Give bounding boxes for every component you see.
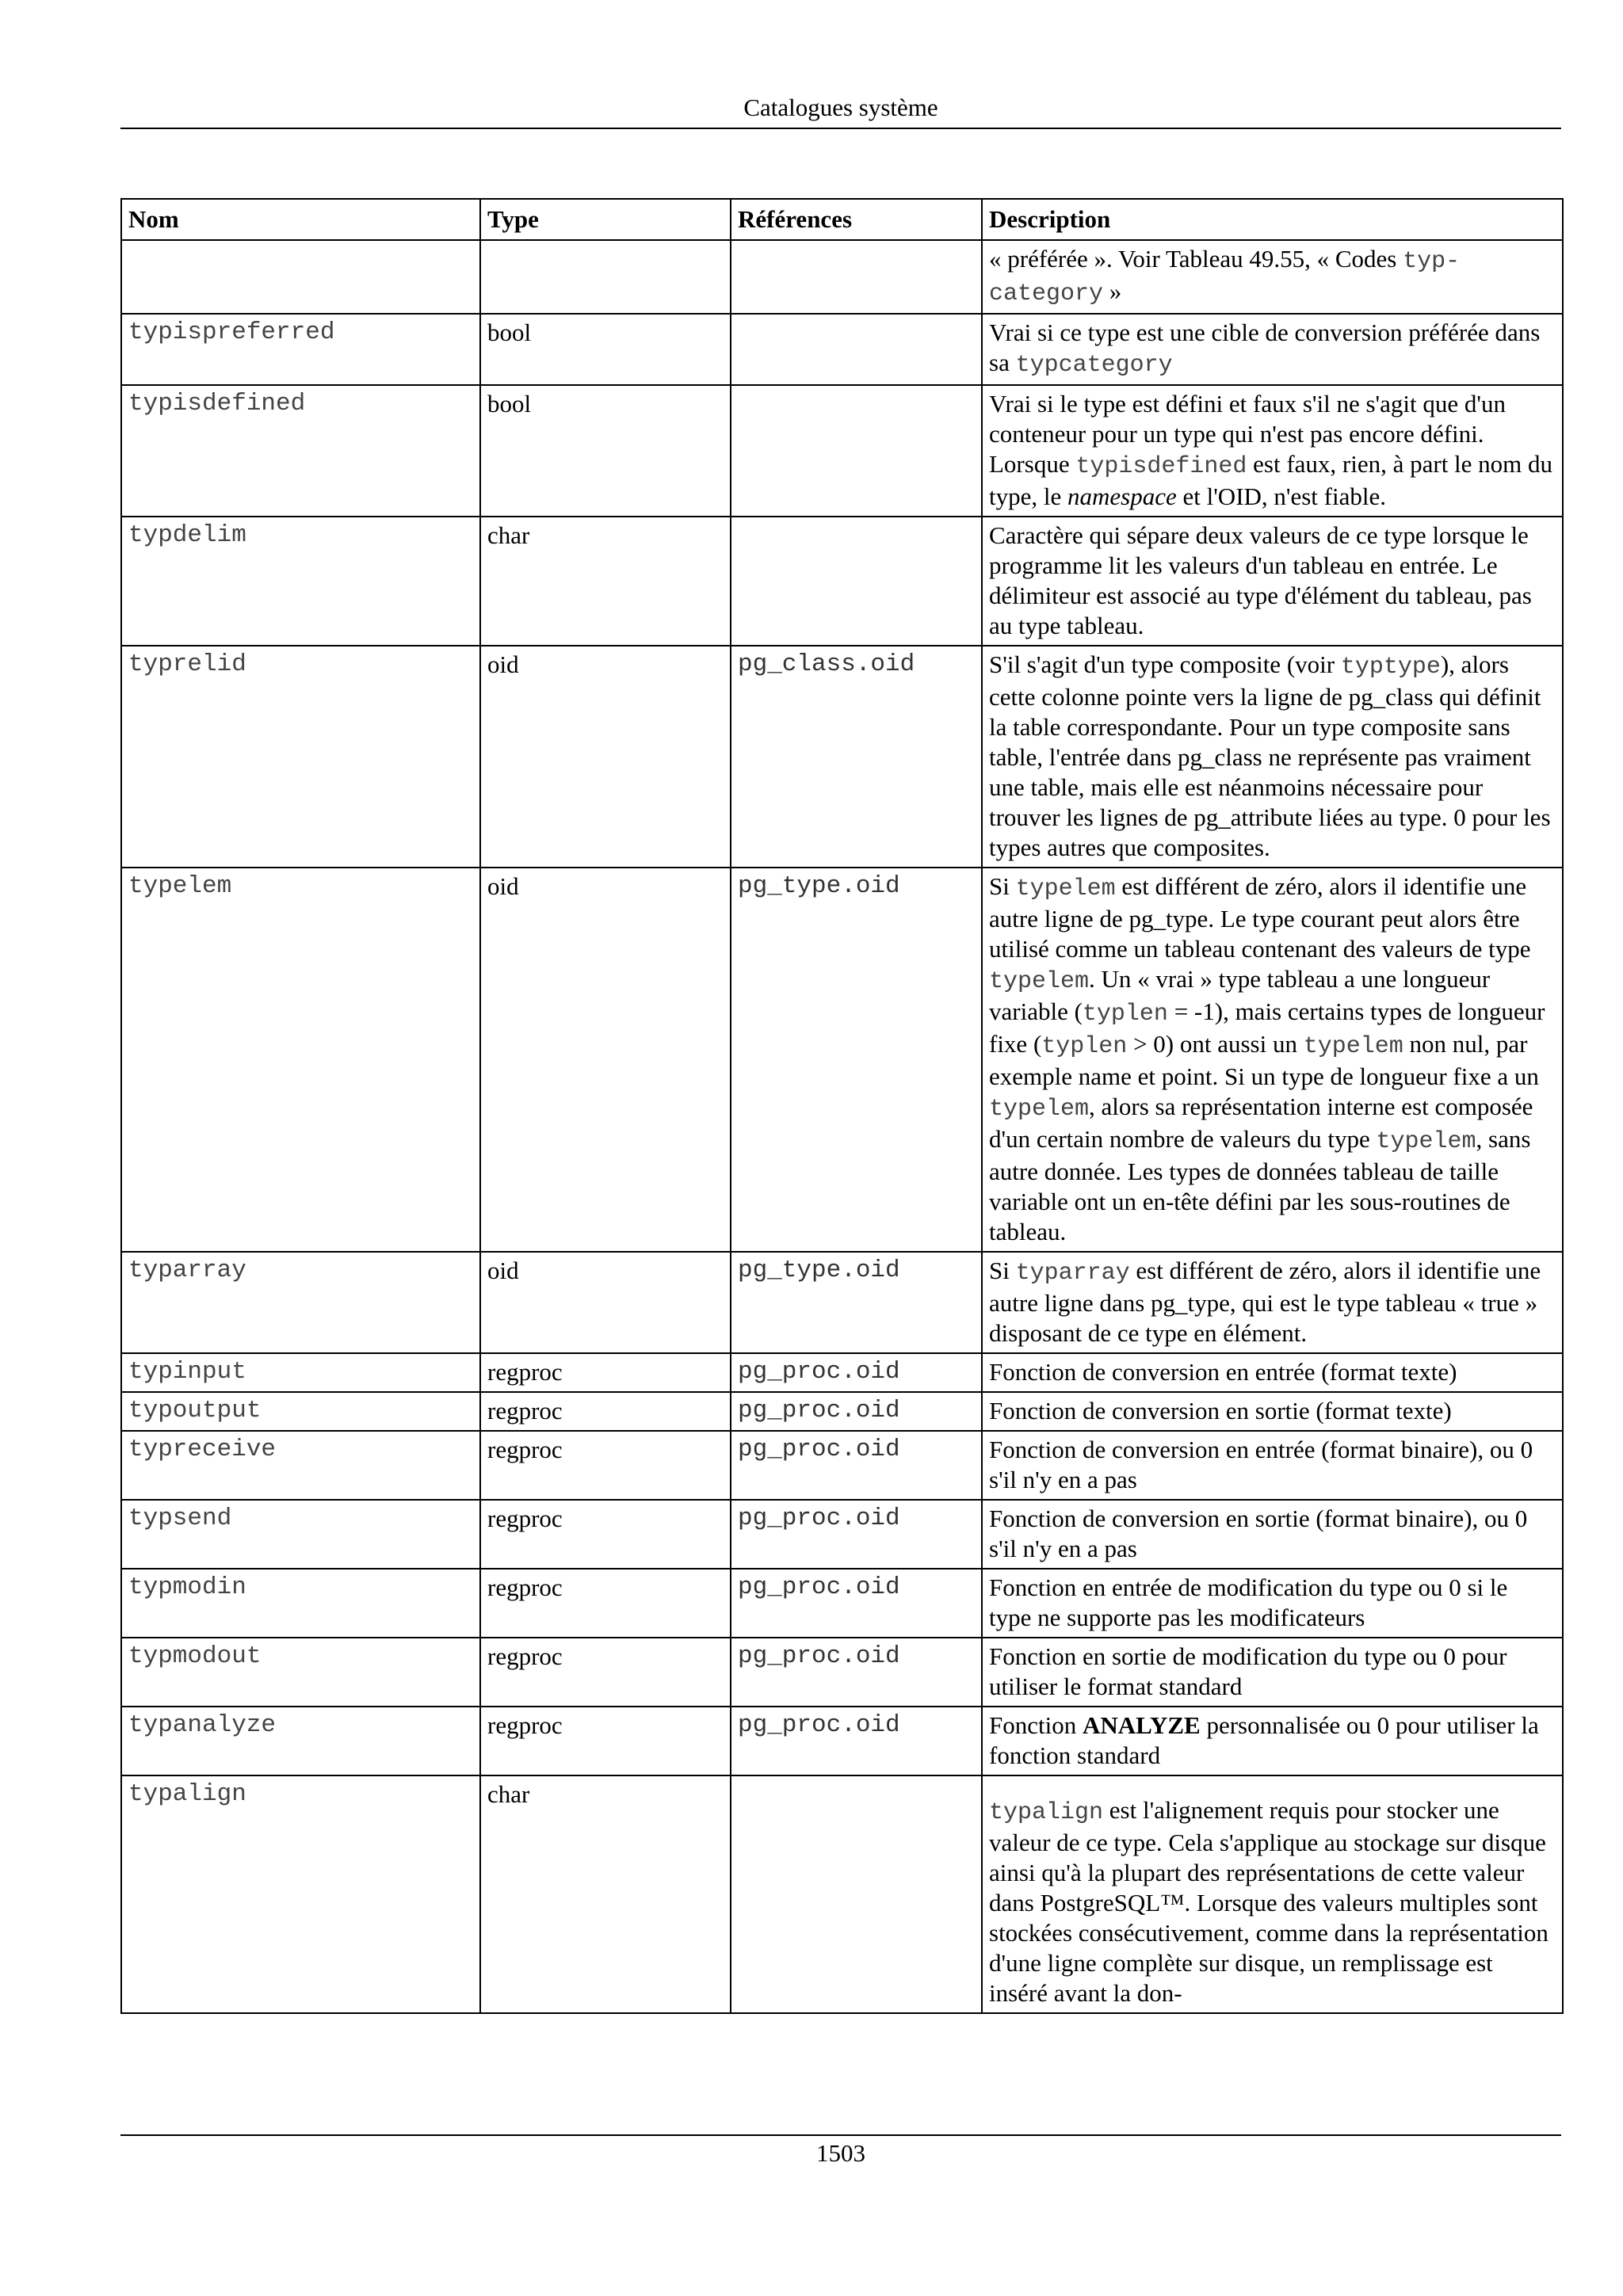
cell-ref	[731, 314, 982, 385]
desc-code: typelem	[1015, 875, 1116, 902]
cell-type: regproc	[480, 1353, 731, 1392]
cell-nom: typarray	[121, 1252, 480, 1353]
cell-description	[982, 1638, 1563, 1707]
cell-type	[480, 240, 731, 314]
desc-text: Vrai si le type est défini et faux s'il ne s'agit que d'un conteneur pour un type qui n'est pas encore défini. Lorsque	[989, 390, 1506, 478]
desc-code: typlen	[1041, 1033, 1128, 1060]
cell-nom: typsend	[121, 1500, 480, 1569]
desc-text: = -1), mais certains types de longueur fixe (	[989, 997, 1545, 1058]
page-header: Catalogues système	[743, 93, 938, 121]
cell-type: bool	[480, 385, 731, 517]
cell-ref	[731, 240, 982, 314]
cell-description	[982, 517, 1563, 646]
desc-code: typcategory	[1015, 352, 1173, 379]
cell-nom: typmodout	[121, 1638, 480, 1707]
desc-code: typlen	[1082, 1001, 1168, 1028]
desc-text: non nul, par exemple name et point. Si un type de longueur fixe a un	[989, 1030, 1539, 1090]
cell-nom	[121, 240, 480, 314]
cell-description	[982, 1707, 1563, 1775]
cell-ref	[731, 1775, 982, 2013]
footer-rule	[120, 2134, 1561, 2136]
desc-text: « préférée ». Voir Tableau 49.55, « Codes	[989, 245, 1403, 273]
desc-text: est différent de zéro, alors il identifie une autre ligne dans pg_type, qui est le type tableau « true » disposant de ce type en élément.	[989, 1257, 1541, 1347]
cell-description	[982, 1353, 1563, 1392]
table-row	[121, 1707, 1563, 1775]
cell-description	[982, 314, 1563, 385]
desc-code: typelem	[989, 968, 1090, 995]
desc-code: typtype	[1340, 654, 1441, 681]
cell-nom: typisdefined	[121, 385, 480, 517]
column-header-nom: Nom	[121, 199, 480, 240]
table-row	[121, 1431, 1563, 1500]
desc-code: typ-category	[989, 248, 1461, 307]
desc-text: > 0) ont aussi un	[1127, 1030, 1304, 1058]
cell-ref	[731, 517, 982, 646]
desc-text: »	[1103, 277, 1122, 305]
desc-text: . Un « vrai » type tableau a une longueur variable (	[989, 965, 1491, 1025]
desc-text: Fonction en entrée de modification du type ou 0 si le type ne supporte pas les modificateurs	[989, 1573, 1508, 1631]
desc-text: ), alors cette colonne pointe vers la ligne de pg_class qui définit la table correspondante. Pour un type composite sans table, l'entrée dans pg_class ne représente pas vraiment une table, mais elle est néanmoins nécessaire pour trouver les lignes de pg_attribute liées au type. 0 pour les types autres que composites.	[989, 650, 1551, 861]
cell-ref: pg_class.oid	[731, 646, 982, 868]
desc-text: est faux, rien, à part le nom du type, le	[989, 450, 1553, 510]
cell-description	[982, 868, 1563, 1252]
desc-code: typelem	[1303, 1033, 1403, 1060]
table-row	[121, 385, 1563, 517]
desc-text: personnalisée ou 0 pour utiliser la fonction standard	[989, 1711, 1539, 1769]
column-header-description: Description	[982, 199, 1563, 240]
table-row	[121, 1353, 1563, 1392]
cell-type: oid	[480, 868, 731, 1252]
desc-code: typelem	[989, 1096, 1090, 1123]
cell-nom: typalign	[121, 1775, 480, 2013]
cell-nom: typreceive	[121, 1431, 480, 1500]
cell-type: regproc	[480, 1500, 731, 1569]
cell-description	[982, 1500, 1563, 1569]
header-rule	[120, 128, 1561, 129]
desc-text: est l'alignement requis pour stocker une valeur de ce type. Cela s'applique au stockage sur disque ainsi qu'à la plupart des représentations de cette valeur dans PostgreSQL™. Lorsque des valeurs multiples sont stockées consécutivement, comme dans la représentation d'une ligne complète sur disque, un remplissage est inséré avant la don-	[989, 1796, 1549, 2007]
cell-description	[982, 1392, 1563, 1431]
desc-code: typelem	[1376, 1128, 1476, 1155]
table-row	[121, 1569, 1563, 1638]
cell-description	[982, 1569, 1563, 1638]
cell-ref: pg_proc.oid	[731, 1638, 982, 1707]
cell-nom: typmodin	[121, 1569, 480, 1638]
table-row	[121, 240, 1563, 314]
desc-text: S'il s'agit d'un type composite (voir	[989, 650, 1341, 678]
table-row	[121, 868, 1563, 1252]
table-row	[121, 646, 1563, 868]
catalog-table	[120, 198, 1564, 2014]
cell-type: char	[480, 517, 731, 646]
cell-type: bool	[480, 314, 731, 385]
cell-ref: pg_proc.oid	[731, 1392, 982, 1431]
cell-ref: pg_proc.oid	[731, 1353, 982, 1392]
cell-ref: pg_type.oid	[731, 868, 982, 1252]
cell-nom: typinput	[121, 1353, 480, 1392]
table-row	[121, 314, 1563, 385]
cell-description	[982, 1252, 1563, 1353]
cell-type: oid	[480, 646, 731, 868]
desc-code: typarray	[1015, 1260, 1130, 1287]
cell-nom: typispreferred	[121, 314, 480, 385]
cell-type: oid	[480, 1252, 731, 1353]
desc-italic: namespace	[1067, 482, 1177, 510]
desc-text: Vrai si ce type est une cible de conversion préférée dans sa	[989, 318, 1541, 376]
desc-text: Fonction en sortie de modification du type ou 0 pour utiliser le format standard	[989, 1642, 1507, 1700]
table-header-row	[121, 199, 1563, 240]
column-header-type: Type	[480, 199, 731, 240]
cell-description	[982, 385, 1563, 517]
cell-type: regproc	[480, 1707, 731, 1775]
cell-nom: typrelid	[121, 646, 480, 868]
cell-description	[982, 1775, 1563, 2013]
table-row	[121, 1500, 1563, 1569]
cell-ref: pg_type.oid	[731, 1252, 982, 1353]
cell-type: regproc	[480, 1638, 731, 1707]
cell-description	[982, 240, 1563, 314]
desc-text: Fonction de conversion en sortie (format texte)	[989, 1397, 1452, 1425]
desc-text: et l'OID, n'est fiable.	[1176, 482, 1386, 510]
cell-nom: typanalyze	[121, 1707, 480, 1775]
table-row	[121, 1638, 1563, 1707]
cell-nom: typdelim	[121, 517, 480, 646]
desc-code: typalign	[989, 1799, 1104, 1826]
cell-ref: pg_proc.oid	[731, 1431, 982, 1500]
cell-description	[982, 1431, 1563, 1500]
table-row	[121, 1392, 1563, 1431]
cell-ref: pg_proc.oid	[731, 1569, 982, 1638]
desc-bold: ANALYZE	[1082, 1711, 1201, 1739]
cell-type: char	[480, 1775, 731, 2013]
desc-text: Fonction de conversion en entrée (format binaire), ou 0 s'il n'y en a pas	[989, 1436, 1533, 1493]
cell-type: regproc	[480, 1569, 731, 1638]
page-number: 1503	[816, 2139, 865, 2167]
desc-text: Si	[989, 872, 1016, 900]
desc-text: Si	[989, 1257, 1016, 1284]
desc-text: est différent de zéro, alors il identifie une autre ligne de pg_type. Le type courant peut alors être utilisé comme un tableau contenant des valeurs de type	[989, 872, 1531, 963]
desc-text: Fonction de conversion en entrée (format texte)	[989, 1358, 1457, 1386]
cell-type: regproc	[480, 1392, 731, 1431]
cell-ref: pg_proc.oid	[731, 1707, 982, 1775]
desc-text: Fonction de conversion en sortie (format binaire), ou 0 s'il n'y en a pas	[989, 1505, 1528, 1562]
desc-text: Caractère qui sépare deux valeurs de ce type lorsque le programme lit les valeurs d'un tableau en entrée. Le délimiteur est associé au type d'élément du tableau, pas au type tableau.	[989, 521, 1532, 639]
table-row	[121, 1252, 1563, 1353]
desc-text: Fonction	[989, 1711, 1083, 1739]
table-row	[121, 1775, 1563, 2013]
desc-code: typisdefined	[1075, 453, 1247, 480]
desc-text: , alors sa représentation interne est composée d'un certain nombre de valeurs du type	[989, 1093, 1533, 1153]
cell-description	[982, 646, 1563, 868]
cell-ref	[731, 385, 982, 517]
column-header-references: Références	[731, 199, 982, 240]
cell-ref: pg_proc.oid	[731, 1500, 982, 1569]
table-row	[121, 517, 1563, 646]
cell-type: regproc	[480, 1431, 731, 1500]
cell-nom: typoutput	[121, 1392, 480, 1431]
cell-nom: typelem	[121, 868, 480, 1252]
desc-text: , sans autre donnée. Les types de données tableau de taille variable ont un en-tête défini par les sous-routines de tableau.	[989, 1125, 1531, 1245]
